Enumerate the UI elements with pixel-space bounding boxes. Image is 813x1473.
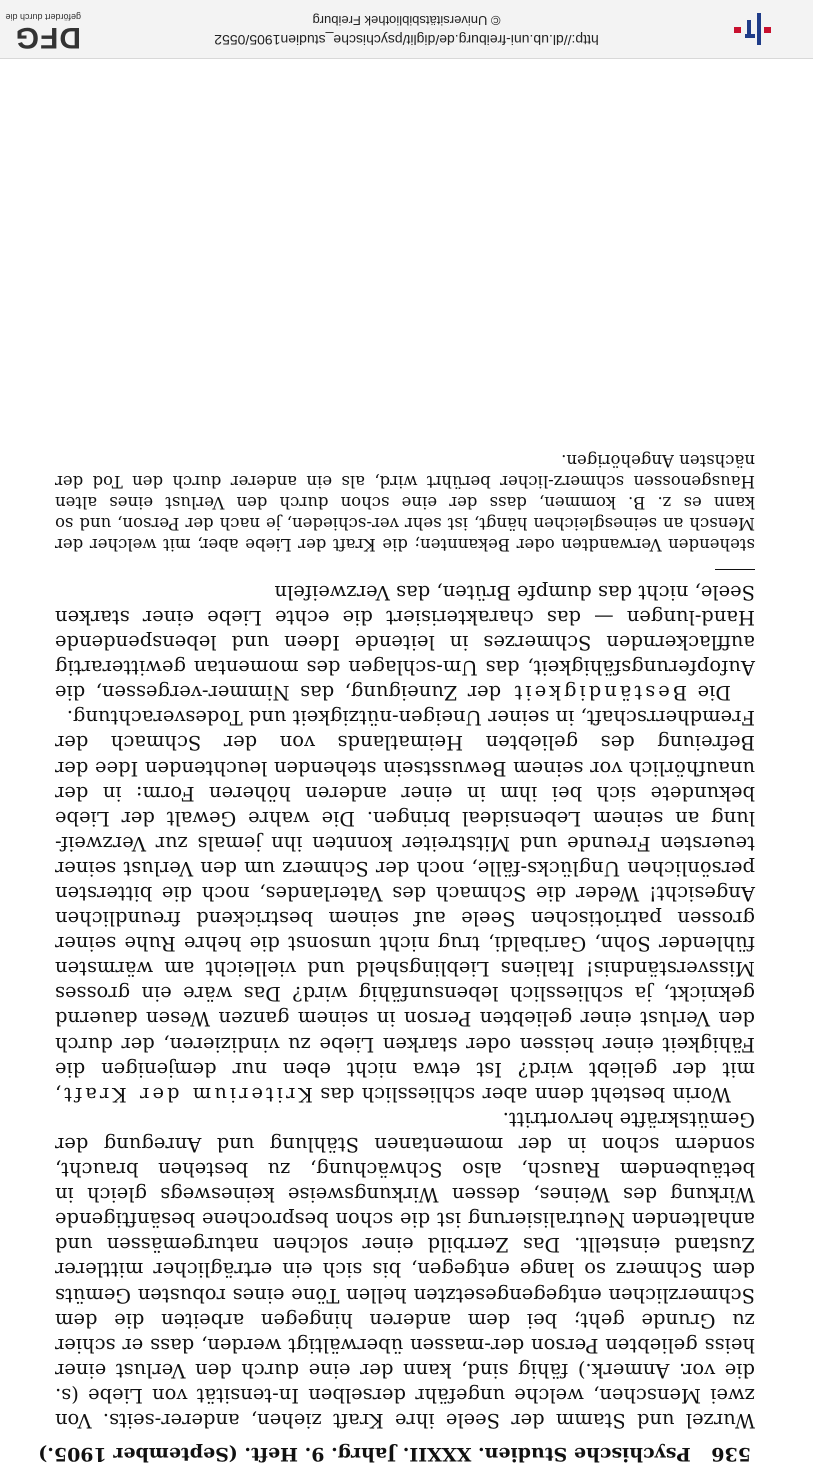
dfg-logo-text: DFG xyxy=(14,21,81,54)
paragraph-3-text-b: der Zuneigung, das Nimmer-vergessen, die Aufopferungsfähigkeit, das Um-schlagen des momentan gewitterartig aufflackernden Schmerzes in leitende Ideen und lebenspendende Hand-lungen — das charakterisiert die echte Liebe einer starken Seele, nicht das dumpfe Brüten, das Verzweifeln xyxy=(55,580,755,705)
page-number: 536 xyxy=(711,1443,751,1465)
viewer-footer xyxy=(0,0,813,59)
dfg-logo[interactable] xyxy=(1,8,81,52)
paragraph-3-text-a: Die xyxy=(687,681,731,705)
running-title: Psychische Studien. XXXII. Jahrg. 9. Heft. (September 1905.) xyxy=(38,1443,691,1465)
page-body xyxy=(55,450,755,1433)
source-url[interactable]: http://dl.ub.uni-freiburg.de/diglit/psychische_studien1905/0552 xyxy=(214,32,599,48)
paragraph-3 xyxy=(55,580,755,705)
paragraph-1: Wurzel und Stamm der Seele ihre Kraft ziehen, anderer-seits. Von zwei Menschen, welche ungefähr derselben In-tensität von Liebe (s. die vor. Anmerk.) fähig sind, kann der eine durch den Verlust einer heiss geliebten Person der-massen überwältigt werden, dass er schier zu Grunde geht; bei dem anderen hingegen arbeiten die dem Schmerzlichen entgegengesetzten hellen Töne eines robusten Gemüts dem Schmerz so lange entgegen, bis sich ein erträglicher mittlerer Zustand einstellt. Das Zerrbild einer solchen naturgemässen und anhaltenden Neutralisierung ist die schon besprochene besänftigende Wirkung des Weines, dessen Wirkungsweise keineswegs gleich in betäubendem Rausch, also Schwächung, zu bestehen braucht, sondern schon in der momentanen Stählung und Anregung der Gemütskräfte hervortritt. xyxy=(55,1107,755,1432)
footnote-text: stehenden Verwandten oder Bekannten; die Kraft der Liebe aber, mit welcher der Mensch an seinesgleichen hängt, ist sehr ver-schieden, je nach der Person, und so kann es z. B. kommen, dass der eine schon durch den Verlust eines alten Hausgenossen schmerz-licher berührt wird, als ein anderer durch den Tod der nächsten Angehörigen. xyxy=(55,450,755,554)
paragraph-2 xyxy=(55,705,755,1107)
footnote-rule xyxy=(715,569,755,570)
copyright-notice: © Universitätsbibliothek Freiburg xyxy=(312,13,501,28)
footnote xyxy=(55,450,755,555)
paragraph-2-text-a: Worin besteht denn aber schliesslich das xyxy=(312,1082,731,1106)
dfg-caption: gefördert durch die xyxy=(5,12,81,22)
paragraph-3-emphasis: Beständigkeit xyxy=(511,681,688,705)
main-text xyxy=(55,580,755,1433)
paragraph-2-text-b: , mit der geliebt wird? Ist etwa nicht eben nur demjenigen die Fähigkeit einer heissen oder starken Liebe zu vindizieren, der durch den Verlust einer geliebten Person in seinem ganzen Wesen dauernd geknickt, ja schliesslich lebensunfähig wird? Das wäre ein grosses Missverständnis! Italiens Lieblingsheld und vielleicht am wärmsten fühlender Sohn, Garibaldi, trug nicht umsonst die hehre Ruhe seiner grossen patriotischen Seele auf seinem bestrickend freundlichen Angesicht! Weder die Schmach des Vaterlandes, noch die bittersten persönlichen Unglücks-fälle, noch der Schmerz um den Verlust seiner teuersten Freunde und Mitstreiter konnten ihn jemals zur Verzweif-lung an seinem Lebensideal bringen. Die wahre Gewalt der Liebe bekundete sich bei ihm in einer anderen höheren Form: in der unaufhörlich vor seinem Bewusstsein stehenden leuchtenden Idee der Befreiung des geliebten Heimatlands von der Schmach der Fremdherrschaft, in seiner Uneigen-nützigkeit und Todesverachtung. xyxy=(55,706,755,1106)
paragraph-2-emphasis: Kriterium der Kraft xyxy=(61,1082,313,1106)
running-title-line xyxy=(38,1443,751,1465)
